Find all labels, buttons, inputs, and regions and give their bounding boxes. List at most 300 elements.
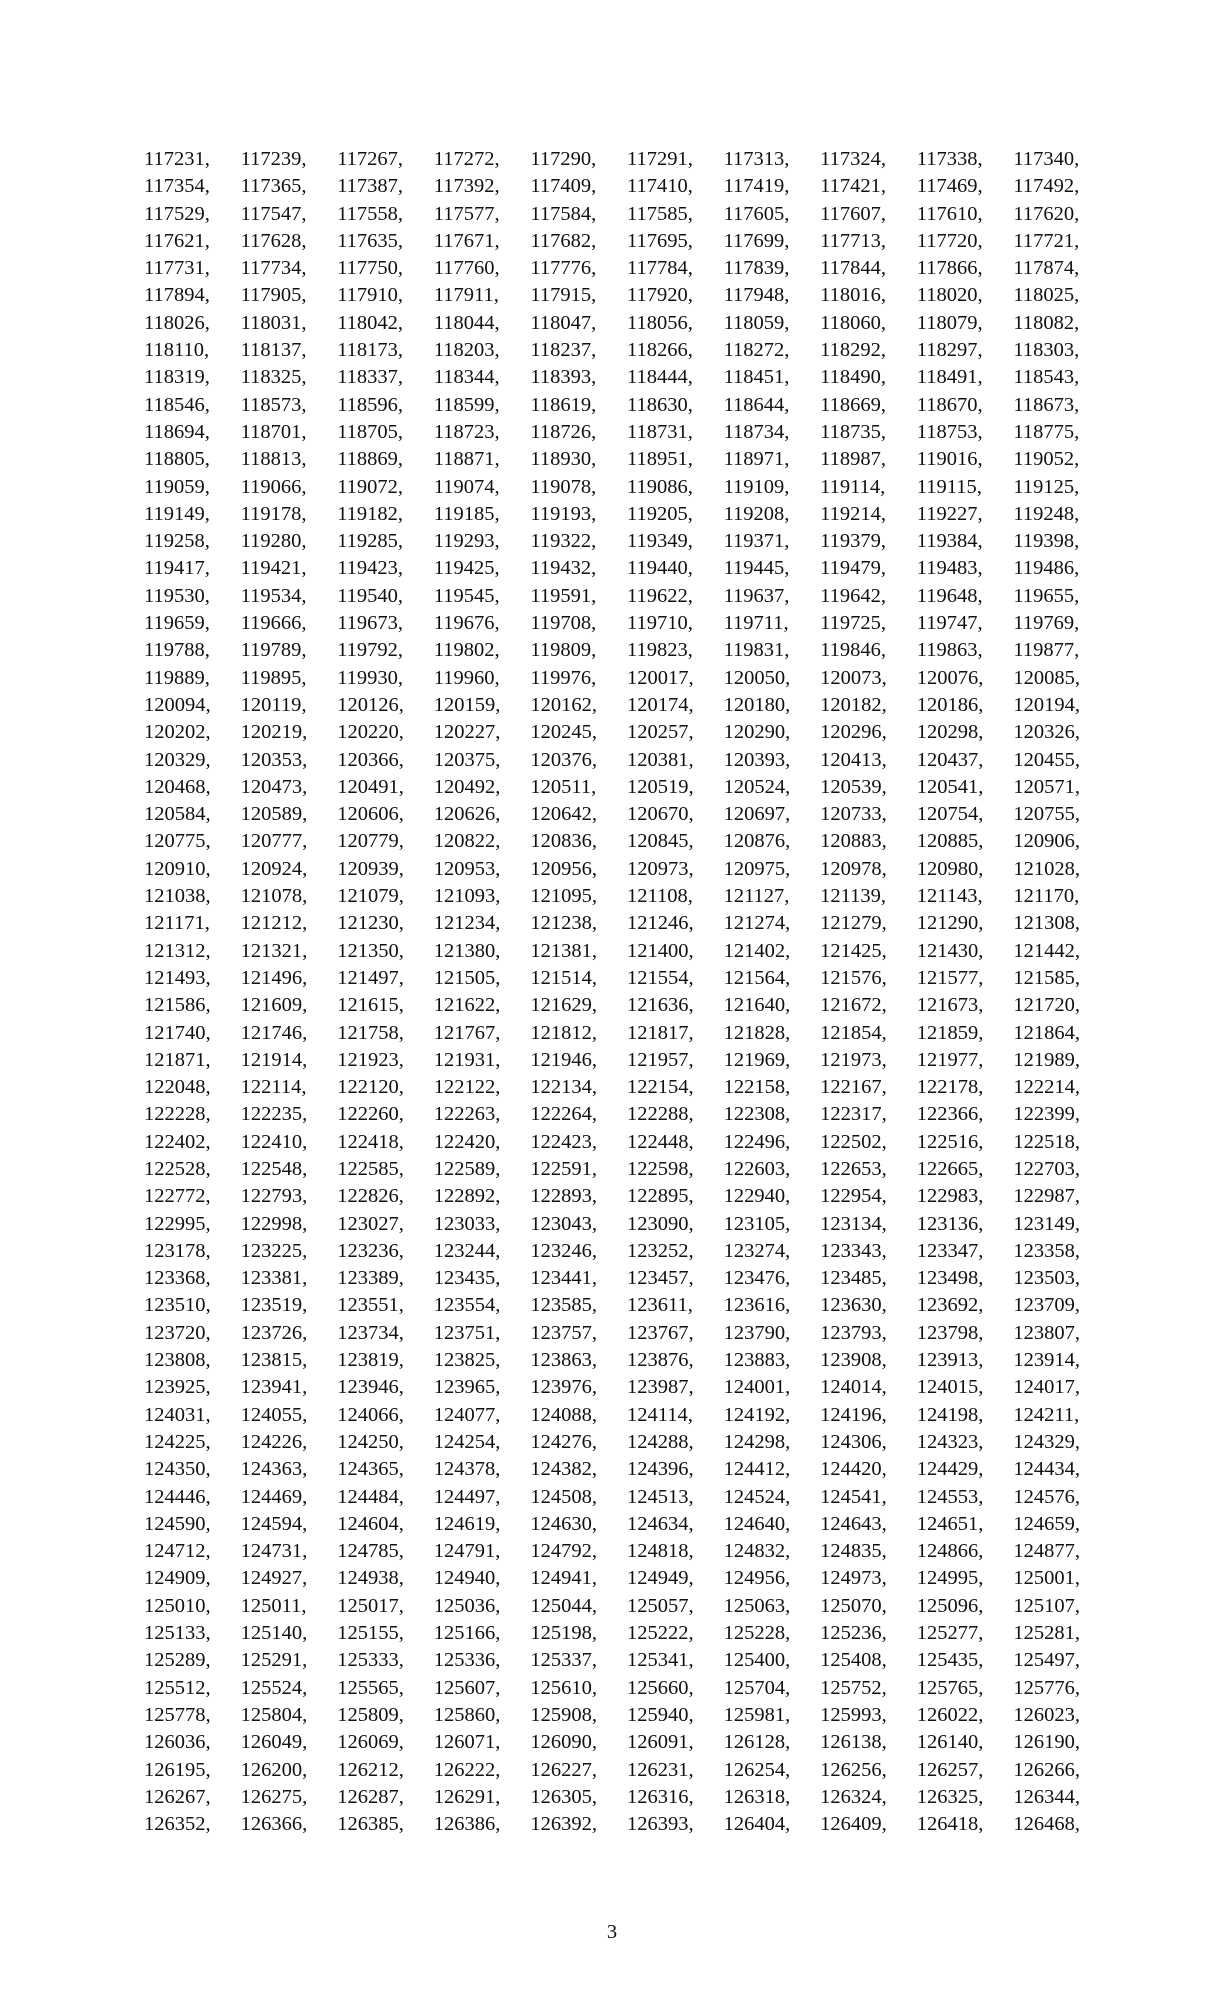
number-cell: 124513, — [626, 1485, 694, 1508]
number-cell: 119248, — [1013, 502, 1080, 525]
number-row — [144, 883, 1110, 910]
number-cell: 126316, — [626, 1785, 694, 1808]
number-cell: 121078, — [240, 885, 308, 908]
number-cell: 125993, — [820, 1703, 887, 1726]
number-cell: 126385, — [337, 1813, 404, 1836]
number-row — [144, 1047, 1110, 1074]
number-cell: 126275, — [240, 1785, 308, 1808]
number-cell: 118670, — [916, 393, 983, 416]
number-cell: 124508, — [530, 1485, 597, 1508]
number-cell: 117313, — [723, 148, 790, 170]
number-cell: 119809, — [530, 639, 597, 662]
number-cell: 119637, — [723, 584, 790, 607]
number-cell: 123630, — [820, 1294, 887, 1317]
number-cell: 126212, — [337, 1758, 404, 1781]
number-cell: 118705, — [337, 420, 404, 443]
number-cell: 121274, — [723, 912, 791, 935]
number-cell: 117874, — [1013, 257, 1080, 280]
number-cell: 119423, — [337, 557, 404, 580]
number-cell: 125166, — [433, 1622, 501, 1645]
number-cell: 119114, — [820, 475, 886, 498]
number-cell: 121629, — [530, 994, 597, 1017]
number-cell: 118930, — [530, 448, 597, 471]
number-cell: 120245, — [530, 721, 597, 744]
number-cell: 119976, — [530, 666, 597, 689]
number-cell: 123793, — [820, 1321, 887, 1344]
number-cell: 120375, — [433, 748, 501, 771]
number-cell: 120194, — [1013, 693, 1080, 716]
number-cell: 123381, — [240, 1267, 308, 1290]
number-cell: 123178, — [144, 1239, 211, 1262]
number-cell: 125222, — [626, 1622, 694, 1645]
number-cell: 117239, — [240, 148, 307, 170]
number-cell: 126257, — [916, 1758, 984, 1781]
number-cell: 123585, — [530, 1294, 597, 1317]
number-row — [144, 1675, 1110, 1702]
number-cell: 119486, — [1013, 557, 1080, 580]
number-cell: 119725, — [820, 612, 887, 635]
number-cell: 123347, — [916, 1239, 984, 1262]
number-cell: 122420, — [433, 1130, 501, 1153]
number-cell: 123976, — [530, 1376, 597, 1399]
number-cell: 121615, — [337, 994, 404, 1017]
number-cell: 121171, — [144, 912, 210, 935]
number-cell: 119831, — [723, 639, 790, 662]
number-row — [144, 228, 1110, 255]
number-cell: 118573, — [240, 393, 307, 416]
number-cell: 120626, — [433, 803, 501, 826]
number-cell: 117894, — [144, 284, 210, 307]
number-cell: 126200, — [240, 1758, 308, 1781]
number-cell: 126291, — [433, 1785, 501, 1808]
number-cell: 124288, — [626, 1430, 694, 1453]
number-cell: 122122, — [433, 1076, 501, 1099]
number-cell: 121946, — [530, 1048, 597, 1071]
number-cell: 124792, — [530, 1540, 597, 1563]
number-cell: 119895, — [240, 666, 307, 689]
number-cell: 119185, — [433, 502, 500, 525]
number-cell: 121586, — [144, 994, 211, 1017]
number-cell: 121576, — [820, 966, 887, 989]
number-cell: 122528, — [144, 1157, 211, 1180]
number-cell: 122317, — [820, 1103, 887, 1126]
number-cell: 124541, — [820, 1485, 887, 1508]
number-cell: 124014, — [820, 1376, 887, 1399]
number-cell: 123883, — [723, 1349, 791, 1372]
number-cell: 121400, — [626, 939, 694, 962]
number-cell: 122893, — [530, 1185, 597, 1208]
number-cell: 121321, — [240, 939, 308, 962]
number-cell: 121380, — [433, 939, 501, 962]
number-cell: 120202, — [144, 721, 211, 744]
number-cell: 122288, — [626, 1103, 694, 1126]
number-cell: 118026, — [144, 311, 210, 334]
number-cell: 122653, — [820, 1157, 887, 1180]
number-cell: 121585, — [1013, 966, 1080, 989]
number-cell: 119445, — [723, 557, 790, 580]
number-cell: 125070, — [820, 1594, 887, 1617]
number-cell: 121381, — [530, 939, 597, 962]
number-cell: 124835, — [820, 1540, 887, 1563]
number-row — [144, 801, 1110, 828]
number-cell: 118546, — [144, 393, 210, 416]
number-cell: 126352, — [144, 1813, 211, 1836]
number-cell: 124995, — [916, 1567, 984, 1590]
number-cell: 121230, — [337, 912, 404, 935]
number-cell: 124088, — [530, 1403, 597, 1426]
number-cell: 122178, — [916, 1076, 984, 1099]
number-cell: 118543, — [1013, 366, 1080, 389]
number-cell: 122158, — [723, 1076, 791, 1099]
number-cell: 120381, — [626, 748, 694, 771]
number-cell: 120836, — [530, 830, 597, 853]
number-cell: 122263, — [433, 1103, 501, 1126]
number-cell: 119425, — [433, 557, 500, 580]
number-cell: 124225, — [144, 1430, 211, 1453]
number-cell: 118047, — [530, 311, 597, 334]
number-cell: 126091, — [626, 1731, 694, 1754]
number-cell: 121609, — [240, 994, 308, 1017]
number-cell: 124323, — [916, 1430, 984, 1453]
number-cell: 117585, — [626, 202, 693, 225]
number-cell: 118325, — [240, 366, 307, 389]
number-cell: 120754, — [916, 803, 984, 826]
number-cell: 125607, — [433, 1676, 501, 1699]
number-cell: 119708, — [530, 612, 597, 635]
number-cell: 119109, — [723, 475, 790, 498]
number-cell: 121914, — [240, 1048, 308, 1071]
number-cell: 121957, — [626, 1048, 694, 1071]
number-cell: 124938, — [337, 1567, 404, 1590]
number-cell: 124396, — [626, 1458, 694, 1481]
number-cell: 125017, — [337, 1594, 404, 1617]
number-cell: 126392, — [530, 1813, 597, 1836]
number-cell: 126468, — [1013, 1813, 1080, 1836]
number-cell: 124940, — [433, 1567, 501, 1590]
number-cell: 122703, — [1013, 1157, 1080, 1180]
number-cell: 123726, — [240, 1321, 308, 1344]
number-cell: 120162, — [530, 693, 597, 716]
number-cell: 120491, — [337, 775, 404, 798]
number-cell: 125010, — [144, 1594, 211, 1617]
number-cell: 117760, — [433, 257, 500, 280]
number-row — [144, 856, 1110, 883]
number-cell: 124643, — [820, 1512, 887, 1535]
number-cell: 118056, — [626, 311, 693, 334]
number-cell: 121817, — [626, 1021, 694, 1044]
number-cell: 120366, — [337, 748, 404, 771]
number-cell: 126071, — [433, 1731, 501, 1754]
number-cell: 124365, — [337, 1458, 404, 1481]
number-cell: 120953, — [433, 857, 501, 880]
number-cell: 118079, — [916, 311, 983, 334]
number-cell: 122826, — [337, 1185, 404, 1208]
number-cell: 118723, — [433, 420, 500, 443]
number-cell: 124640, — [723, 1512, 791, 1535]
number-cell: 123389, — [337, 1267, 404, 1290]
number-cell: 123457, — [626, 1267, 694, 1290]
number-cell: 122154, — [626, 1076, 694, 1099]
number-cell: 120606, — [337, 803, 404, 826]
number-cell: 122366, — [916, 1103, 984, 1126]
number-cell: 123149, — [1013, 1212, 1080, 1235]
number-cell: 124446, — [144, 1485, 211, 1508]
number-cell: 126409, — [820, 1813, 887, 1836]
number-cell: 118393, — [530, 366, 597, 389]
number-cell: 122954, — [820, 1185, 887, 1208]
number-cell: 120073, — [820, 666, 887, 689]
number-cell: 124818, — [626, 1540, 694, 1563]
number-cell: 126325, — [916, 1785, 984, 1808]
number-cell: 121577, — [916, 966, 984, 989]
number-cell: 123914, — [1013, 1349, 1080, 1372]
number-cell: 119788, — [144, 639, 210, 662]
number-cell: 117628, — [240, 229, 307, 252]
number-cell: 119642, — [820, 584, 887, 607]
number-cell: 122399, — [1013, 1103, 1080, 1126]
number-row — [144, 610, 1110, 637]
number-cell: 124956, — [723, 1567, 791, 1590]
number-cell: 125565, — [337, 1676, 404, 1699]
number-cell: 120885, — [916, 830, 984, 853]
number-cell: 125512, — [144, 1676, 211, 1699]
number-cell: 121864, — [1013, 1021, 1080, 1044]
number-cell: 126287, — [337, 1785, 404, 1808]
number-row — [144, 1484, 1110, 1511]
number-cell: 117392, — [433, 175, 500, 198]
number-cell: 121442, — [1013, 939, 1080, 962]
number-cell: 123033, — [433, 1212, 501, 1235]
number-cell: 120519, — [626, 775, 694, 798]
number-cell: 117905, — [240, 284, 307, 307]
number-cell: 121246, — [626, 912, 694, 935]
number-cell: 120329, — [144, 748, 211, 771]
number-row — [144, 1020, 1110, 1047]
number-cell: 119016, — [916, 448, 983, 471]
number-cell: 124031, — [144, 1403, 211, 1426]
number-cell: 120980, — [916, 857, 984, 880]
number-cell: 125408, — [820, 1649, 887, 1672]
number-cell: 117529, — [144, 202, 210, 225]
number-row — [144, 1074, 1110, 1101]
number-cell: 117911, — [433, 284, 499, 307]
number-cell: 126231, — [626, 1758, 694, 1781]
number-cell: 119293, — [433, 530, 500, 553]
number-cell: 120182, — [820, 693, 887, 716]
number-cell: 125044, — [530, 1594, 597, 1617]
number-cell: 119802, — [433, 639, 500, 662]
number-cell: 118060, — [820, 311, 887, 334]
number-cell: 117387, — [337, 175, 404, 198]
number-row — [144, 501, 1110, 528]
number-cell: 123485, — [820, 1267, 887, 1290]
number-cell: 125036, — [433, 1594, 501, 1617]
number-cell: 126195, — [144, 1758, 211, 1781]
number-cell: 123441, — [530, 1267, 597, 1290]
number-row — [144, 965, 1110, 992]
number-cell: 126036, — [144, 1731, 211, 1754]
number-cell: 124576, — [1013, 1485, 1080, 1508]
number-cell: 117866, — [916, 257, 983, 280]
number-cell: 118297, — [916, 339, 983, 362]
number-cell: 119960, — [433, 666, 500, 689]
number-cell: 124114, — [626, 1403, 693, 1426]
number-cell: 118444, — [626, 366, 693, 389]
number-cell: 118237, — [530, 339, 597, 362]
number-cell: 117340, — [1013, 148, 1080, 170]
number-row — [144, 828, 1110, 855]
number-cell: 124909, — [144, 1567, 211, 1590]
number-cell: 122892, — [433, 1185, 501, 1208]
number-cell: 123709, — [1013, 1294, 1080, 1317]
number-cell: 123965, — [433, 1376, 501, 1399]
number-cell: 119072, — [337, 475, 404, 498]
number-cell: 124276, — [530, 1430, 597, 1453]
number-cell: 122548, — [240, 1157, 308, 1180]
number-cell: 120697, — [723, 803, 791, 826]
number-cell: 121028, — [1013, 857, 1080, 880]
number-cell: 121767, — [433, 1021, 501, 1044]
number-cell: 120219, — [240, 721, 308, 744]
number-cell: 119052, — [1013, 448, 1080, 471]
number-cell: 126386, — [433, 1813, 501, 1836]
number-cell: 120085, — [1013, 666, 1080, 689]
number-cell: 117410, — [626, 175, 693, 198]
number-cell: 120119, — [240, 693, 307, 716]
number-row — [144, 665, 1110, 692]
number-cell: 119074, — [433, 475, 500, 498]
number-cell: 125096, — [916, 1594, 984, 1617]
number-cell: 121554, — [626, 966, 694, 989]
number-cell: 118303, — [1013, 339, 1080, 362]
number-cell: 118726, — [530, 420, 597, 443]
number-row — [144, 910, 1110, 937]
number-cell: 119655, — [1013, 584, 1080, 607]
number-cell: 122167, — [820, 1076, 887, 1099]
number-cell: 121931, — [433, 1048, 501, 1071]
number-cell: 120393, — [723, 748, 791, 771]
number-cell: 118734, — [723, 420, 790, 443]
number-cell: 122772, — [144, 1185, 211, 1208]
number-cell: 119193, — [530, 502, 597, 525]
number-row — [144, 146, 1110, 173]
number-cell: 121095, — [530, 885, 597, 908]
number-cell: 120257, — [626, 721, 694, 744]
number-cell: 123757, — [530, 1321, 597, 1344]
number-cell: 124329, — [1013, 1430, 1080, 1453]
number-cell: 126023, — [1013, 1703, 1080, 1726]
number-cell: 120975, — [723, 857, 791, 880]
number-cell: 125198, — [530, 1622, 597, 1645]
number-cell: 119214, — [820, 502, 887, 525]
number-cell: 120511, — [530, 775, 597, 798]
number-row — [144, 1129, 1110, 1156]
number-cell: 117784, — [626, 257, 693, 280]
number-cell: 117839, — [723, 257, 790, 280]
number-cell: 120876, — [723, 830, 791, 853]
number-cell: 123908, — [820, 1349, 887, 1372]
number-cell: 117291, — [626, 148, 693, 170]
number-cell: 117915, — [530, 284, 597, 307]
number-row — [144, 1784, 1110, 1811]
number-row — [144, 637, 1110, 664]
number-cell: 122048, — [144, 1076, 211, 1099]
number-cell: 122585, — [337, 1157, 404, 1180]
number-cell: 119379, — [820, 530, 887, 553]
number-cell: 119421, — [240, 557, 307, 580]
number-cell: 120589, — [240, 803, 308, 826]
number-cell: 124785, — [337, 1540, 404, 1563]
number-cell: 122665, — [916, 1157, 984, 1180]
number-cell: 118599, — [433, 393, 500, 416]
number-cell: 125289, — [144, 1649, 211, 1672]
number-cell: 119432, — [530, 557, 597, 580]
number-cell: 124198, — [916, 1403, 984, 1426]
number-cell: 121493, — [144, 966, 211, 989]
number-cell: 118869, — [337, 448, 404, 471]
number-cell: 117338, — [916, 148, 983, 170]
number-cell: 121720, — [1013, 994, 1080, 1017]
number-cell: 119534, — [240, 584, 307, 607]
number-cell: 117713, — [820, 229, 887, 252]
number-cell: 117731, — [144, 257, 210, 280]
number-cell: 118059, — [723, 311, 790, 334]
number-cell: 125155, — [337, 1622, 404, 1645]
number-cell: 119591, — [530, 584, 597, 607]
number-cell: 119648, — [916, 584, 983, 607]
number-row — [144, 1757, 1110, 1784]
number-cell: 122998, — [240, 1212, 308, 1235]
number-cell: 121238, — [530, 912, 597, 935]
number-cell: 124619, — [433, 1512, 501, 1535]
number-cell: 122402, — [144, 1130, 211, 1153]
number-cell: 122260, — [337, 1103, 404, 1126]
number-cell: 117948, — [723, 284, 790, 307]
number-cell: 124382, — [530, 1458, 597, 1481]
number-cell: 121758, — [337, 1021, 404, 1044]
number-cell: 125804, — [240, 1703, 308, 1726]
number-cell: 122502, — [820, 1130, 887, 1153]
number-cell: 125333, — [337, 1649, 404, 1672]
number-cell: 119285, — [337, 530, 404, 553]
number-cell: 117409, — [530, 175, 597, 198]
number-cell: 123105, — [723, 1212, 791, 1235]
number-cell: 121969, — [723, 1048, 791, 1071]
number-cell: 125337, — [530, 1649, 597, 1672]
number-cell: 117620, — [1013, 202, 1080, 225]
number-cell: 117584, — [530, 202, 597, 225]
number-row — [144, 310, 1110, 337]
number-cell: 121497, — [337, 966, 404, 989]
number-cell: 119125, — [1013, 475, 1080, 498]
number-cell: 124306, — [820, 1430, 887, 1453]
number-cell: 117750, — [337, 257, 404, 280]
number-cell: 122895, — [626, 1185, 694, 1208]
number-cell: 120180, — [723, 693, 791, 716]
number-cell: 123987, — [626, 1376, 694, 1399]
number-cell: 126404, — [723, 1813, 791, 1836]
number-cell: 118596, — [337, 393, 404, 416]
number-cell: 117365, — [240, 175, 307, 198]
number-cell: 120227, — [433, 721, 501, 744]
number-cell: 117776, — [530, 257, 597, 280]
number-cell: 120541, — [916, 775, 984, 798]
number-cell: 122518, — [1013, 1130, 1080, 1153]
number-cell: 121828, — [723, 1021, 791, 1044]
number-cell: 122134, — [530, 1076, 597, 1099]
number-cell: 120906, — [1013, 830, 1080, 853]
number-cell: 126267, — [144, 1785, 211, 1808]
